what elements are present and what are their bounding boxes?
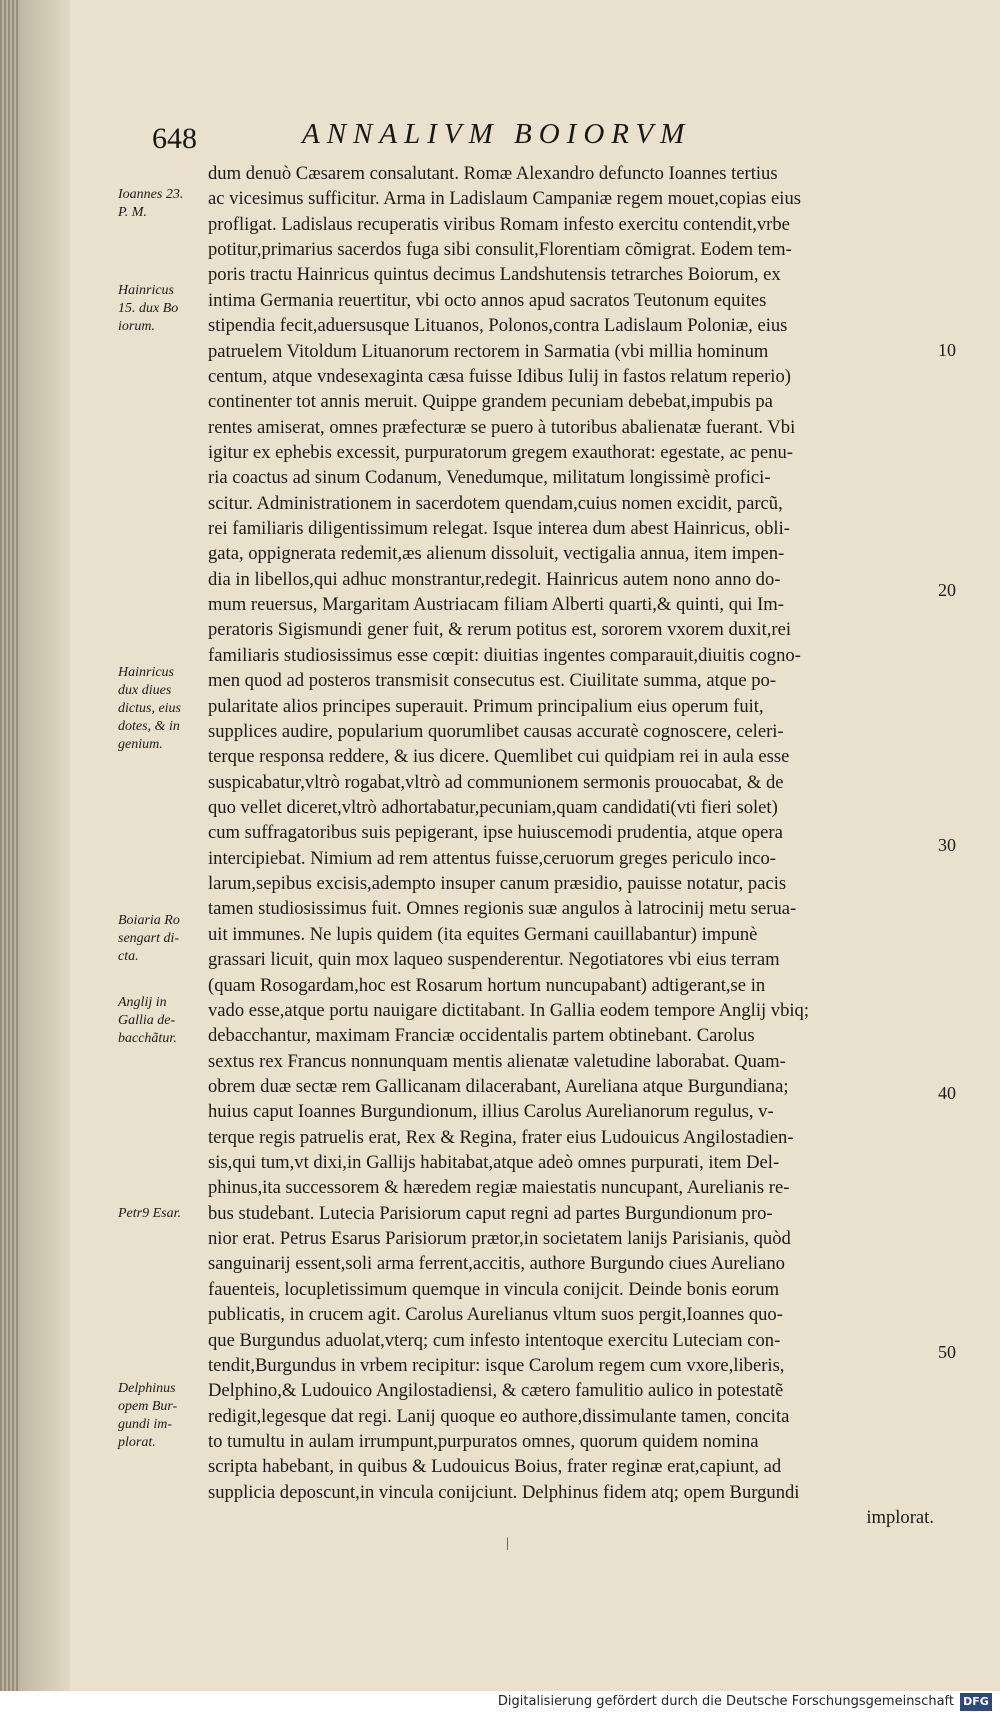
running-title: ANNALIVM BOIORVM bbox=[302, 118, 692, 150]
line-number: 40 bbox=[938, 1083, 956, 1103]
text-line: patruelem Vitoldum Lituanorum rectorem in Sarmatia (vbi millia hominum bbox=[208, 340, 769, 362]
marginal-note-line: genium. bbox=[118, 737, 163, 752]
text-line: pularitate alios principes superauit. Primum principalium eius operum fuit, bbox=[208, 695, 764, 717]
marginal-note-line: Boiaria Ro bbox=[118, 913, 180, 928]
footer-band bbox=[0, 1691, 1000, 1715]
marginal-note-delphinus bbox=[118, 1380, 208, 1452]
marginal-note-line: 15. dux Bo bbox=[118, 301, 179, 316]
text-line: poris tractu Hainricus quintus decimus Landshutensis tetrarches Boiorum, ex bbox=[208, 264, 781, 286]
text-line: grassari licuit, quin mox laqueo suspenderentur. Negotiatores vbi eius terram bbox=[208, 949, 780, 971]
marginal-note-line: cta. bbox=[118, 949, 139, 964]
text-line: terque responsa reddere, & ius dicere. Quemlibet cui quidpiam rei in aula esse bbox=[208, 746, 790, 768]
marginal-note-line: dux diues bbox=[118, 683, 172, 698]
text-line: sis,qui tum,vt dixi,in Gallijs habitabat,atque adeò omnes purpurati, item Del- bbox=[208, 1152, 780, 1174]
marginal-note-line: Ioannes 23. bbox=[118, 187, 184, 202]
text-line: rentes amiserat, omnes præfecturæ se puero à tutoribus abalienatæ fuerant. Vbi bbox=[208, 416, 796, 438]
marginal-note-line: gundi im- bbox=[118, 1417, 173, 1432]
text-line: larum,sepibus excisis,adempto insuper canum præsidio, pauisse notatur, pacis bbox=[208, 873, 787, 895]
text-line: continenter tot annis meruit. Quippe grandem pecuniam debebat,impubis pa bbox=[208, 391, 773, 413]
text-line: fauenteis, locupletissimum quemque in vincula conijcit. Deinde bonis eorum bbox=[208, 1278, 780, 1300]
text-line: bus studebant. Lutecia Parisiorum caput regni ad partes Burgundionum pro- bbox=[208, 1202, 773, 1224]
text-line: suspicabatur,vltrò rogabat,vltrò ad communionem sermonis prouocabat, & de bbox=[208, 771, 784, 793]
page-mark: | bbox=[506, 1536, 509, 1551]
text-line: ria coactus ad sinum Codanum, Venedumque, militatum longissimè profici- bbox=[208, 467, 771, 489]
marginal-note-line: Anglij in bbox=[118, 995, 167, 1010]
text-line: huius caput Ioannes Burgundionum, illius Carolus Aurelianorum regulus, v- bbox=[208, 1101, 774, 1123]
text-line: phinus,ita successorem & hæredem regiæ maiestatis nuncupant, Aurelianis re- bbox=[208, 1177, 790, 1199]
text-line: nior erat. Petrus Esarus Parisiorum prætor,in societatem lanijs Parisianis, quòd bbox=[208, 1228, 791, 1250]
marginal-note-line: Delphinus bbox=[118, 1381, 176, 1396]
marginal-note-line: iorum. bbox=[118, 319, 155, 334]
marginal-note-petrus bbox=[118, 1205, 208, 1223]
text-line: to tumultu in aulam irrumpunt,purpuratos omnes, quorum quidem nomina bbox=[208, 1430, 759, 1452]
text-line: sanguinarij essent,soli arma ferrent,accitis, authore Burgundo ciues Aureliano bbox=[208, 1253, 785, 1275]
text-line: uit immunes. Ne lupis quidem (ita equites Germani cauillabantur) impunè bbox=[208, 923, 758, 945]
marginal-note-anglij bbox=[118, 994, 208, 1048]
page-header bbox=[152, 118, 872, 158]
text-line: cum suffragatoribus suis pepigerant, ipse huiuscemodi prudentia, atque opera bbox=[208, 822, 783, 844]
text-line: publicatis, in crucem agit. Carolus Aurelianus vltum suos pergit,Ioannes quo- bbox=[208, 1304, 783, 1326]
dfg-logo-icon: DFG bbox=[960, 1693, 992, 1711]
text-line: (quam Rosogardam,hoc est Rosarum hortum nuncupabant) adtigerant,se in bbox=[208, 974, 766, 996]
page-number: 648 bbox=[152, 122, 197, 155]
marginal-note-hainricus bbox=[118, 282, 208, 336]
marginal-note-line: Hainricus bbox=[118, 665, 174, 680]
text-line: mum reuersus, Margaritam Austriacam filiam Alberti quarti,& quinti, qui Im- bbox=[208, 594, 784, 616]
page-edges bbox=[0, 0, 20, 1715]
text-line: tamen studiosissimus fuit. Omnes regionis suæ angulos à latrocinij metu serua- bbox=[208, 898, 797, 920]
text-line: tendit,Burgundus in vrbem recipitur: isque Carolum regem cum vxore,liberis, bbox=[208, 1354, 785, 1376]
text-line: stipendia fecit,aduersusque Lituanos, Polonos,contra Ladislaum Poloniæ, eius bbox=[208, 315, 788, 337]
line-number: 50 bbox=[938, 1342, 956, 1362]
text-line: profligat. Ladislaus recuperatis viribus Romam infesto exercitu contendit,vrbe bbox=[208, 213, 790, 235]
marginal-note-line: Petr9 Esar. bbox=[118, 1206, 181, 1221]
line-number: 30 bbox=[938, 835, 956, 855]
marginal-note-hainricus-diues bbox=[118, 664, 208, 754]
marginal-note-line: dotes, & in bbox=[118, 719, 180, 734]
text-line: supplices audire, popularium quorumlibet causas accuratè cognoscere, celeri- bbox=[208, 720, 784, 742]
text-line: implorat. bbox=[866, 1507, 934, 1529]
text-line: familiaris studiosissimus esse cœpit: diuitias ingentes comparauit,diuitis cogno- bbox=[208, 644, 801, 666]
text-line: redigit,legesque dat regi. Lanij quoque eo authore,dissimulante tamen, concita bbox=[208, 1405, 790, 1427]
text-line: dia in libellos,qui adhuc monstrantur,redegit. Hainricus autem nono anno do- bbox=[208, 568, 781, 590]
text-line: rei familiaris diligentissimum relegat. Isque interea dum abest Hainricus, obli- bbox=[208, 518, 790, 540]
text-line: scripta habebant, in quibus & Ludouicus Boius, frater reginæ erat,capiunt, ad bbox=[208, 1456, 782, 1478]
text-line: vado esse,atque portu nauigare dictitabant. In Gallia eodem tempore Anglij vbiq; bbox=[208, 999, 810, 1021]
footer-credit: Digitalisierung gefördert durch die Deutsche Forschungsgemeinschaft bbox=[497, 1694, 954, 1709]
text-line: ac vicesimus sufficitur. Arma in Ladislaum Campaniæ regem mouet,copias eius bbox=[208, 188, 801, 210]
text-line: que Burgundus aduolat,vterq; cum infesto intentoque exercitu Luteciam con- bbox=[208, 1329, 781, 1351]
text-line: supplicia deposcunt,in vincula conijciunt. Delphinus fidem atq; opem Burgundi bbox=[208, 1481, 800, 1503]
line-number: 20 bbox=[938, 580, 956, 600]
book-binding-edge bbox=[0, 0, 70, 1715]
marginal-note-boiaria bbox=[118, 912, 208, 966]
text-line: potitur,primarius sacerdos fuga sibi consulit,Florentiam cõmigrat. Eodem tem- bbox=[208, 239, 792, 261]
text-line: gata, oppignerata redemit,æs alienum dissoluit, vectigalia annua, item impen- bbox=[208, 543, 785, 565]
marginal-note-line: opem Bur- bbox=[118, 1399, 178, 1414]
marginal-note-line: P. M. bbox=[118, 205, 147, 220]
marginal-note-line: dictus, eius bbox=[118, 701, 181, 716]
marginal-note-line: Gallia de- bbox=[118, 1013, 176, 1028]
text-line: Delphino,& Ludouico Angilostadiensi, & cætero famulitio aulico in potestatẽ bbox=[208, 1380, 784, 1402]
marginal-note-line: plorat. bbox=[118, 1435, 156, 1450]
text-line: men quod ad posteros transmisit consecutus est. Ciuilitate summa, atque po- bbox=[208, 670, 777, 692]
text-line: peratoris Sigismundi gener fuit, & rerum potitus est, sororem vxorem duxit,rei bbox=[208, 619, 792, 641]
text-line: centum, atque vndesexaginta cæsa fuisse Idibus Iulij in fastos relatum reperio) bbox=[208, 365, 791, 387]
marginal-note-line: bacchãtur. bbox=[118, 1031, 177, 1046]
marginal-note-line: sengart di- bbox=[118, 931, 180, 946]
marginal-note-line: Hainricus bbox=[118, 283, 174, 298]
text-line: intercipiebat. Nimium ad rem attentus fuisse,ceruorum greges periculo inco- bbox=[208, 847, 776, 869]
main-text-block bbox=[208, 161, 948, 1530]
text-line: igitur ex ephebis excessit, purpuratorum gregem exauthorat: egestate, ac penu- bbox=[208, 441, 793, 463]
line-number: 10 bbox=[938, 340, 956, 360]
text-line: scitur. Administrationem in sacerdotem quendam,cuius nomen excidit, parcũ, bbox=[208, 492, 783, 514]
text-line: sextus rex Francus nonnunquam mentis alienatæ valetudine laborabat. Quam- bbox=[208, 1050, 786, 1072]
text-line: terque regis patruelis erat, Rex & Regina, frater eius Ludouicus Angilostadien- bbox=[208, 1126, 794, 1148]
text-line: obrem duæ sectæ rem Gallicanam dilacerabant, Aureliana atque Burgundiana; bbox=[208, 1075, 789, 1097]
text-line: quo vellet diceret,vltrò adhortabatur,pecuniam,quam candidati(vti fieri solet) bbox=[208, 796, 778, 818]
text-line: debacchantur, maximam Franciæ occidentalis partem obtinebant. Carolus bbox=[208, 1025, 755, 1047]
marginal-note-ioannes bbox=[118, 186, 208, 222]
text-line: dum denuò Cæsarem consalutant. Romæ Alexandro defuncto Ioannes tertius bbox=[208, 163, 778, 184]
text-line: intima Germania reuertitur, vbi octo annos apud sacratos Teutonum equites bbox=[208, 289, 767, 311]
